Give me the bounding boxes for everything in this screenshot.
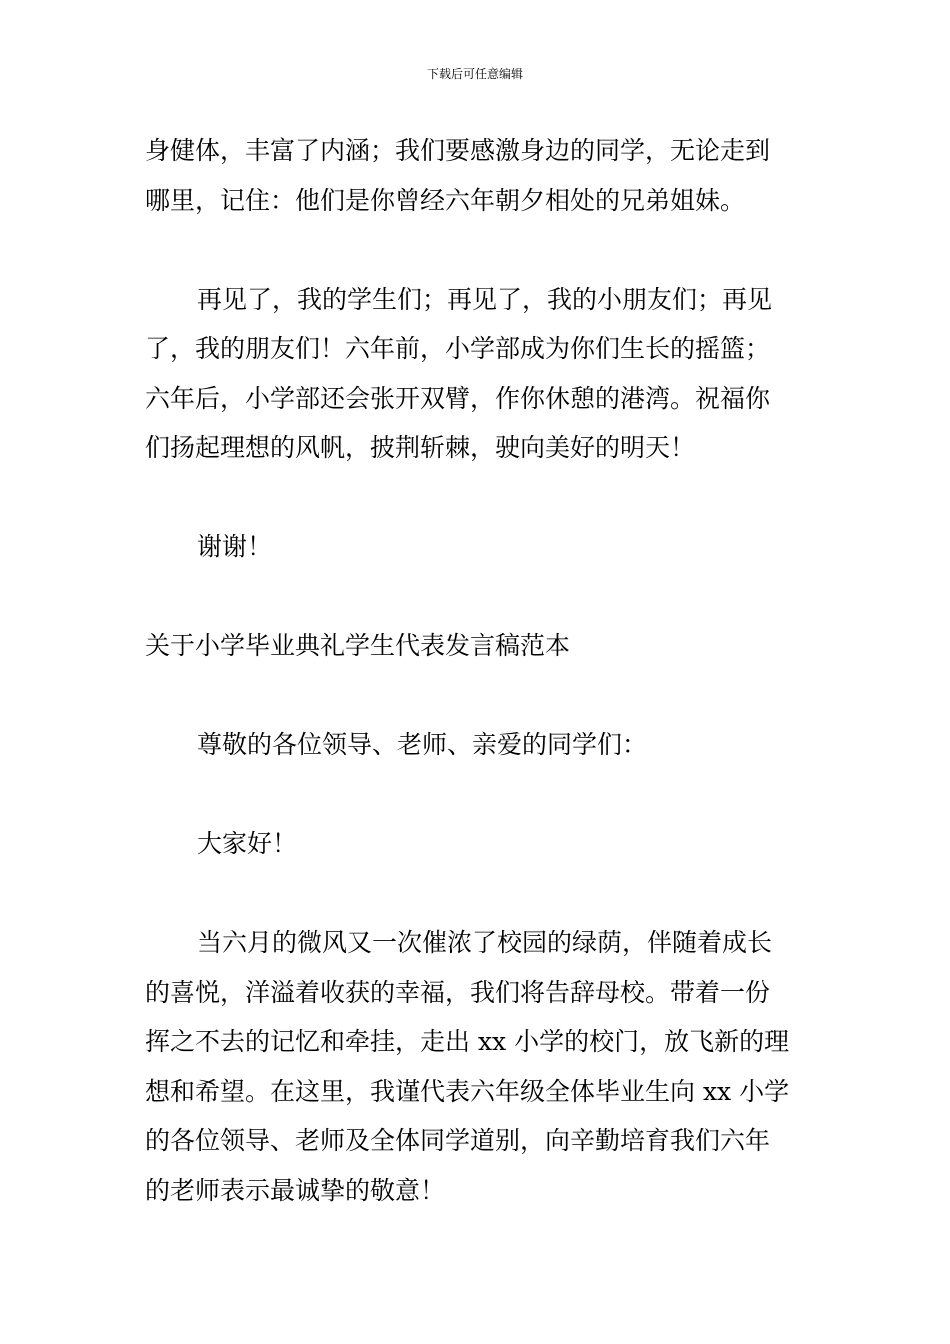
paragraph-gap bbox=[145, 473, 807, 523]
salutation: 尊敬的各位领导、老师、亲爱的同学们： bbox=[197, 730, 648, 759]
greeting: 大家好！ bbox=[197, 829, 298, 858]
paragraph-gap bbox=[145, 572, 807, 622]
paragraph-gap bbox=[145, 671, 807, 721]
paragraph-gap bbox=[145, 225, 807, 275]
paragraph-gap bbox=[145, 869, 807, 919]
paragraph-gap bbox=[145, 770, 807, 820]
paragraph-3: 谢谢！ bbox=[197, 532, 273, 561]
page-header-note: 下载后可任意编辑 bbox=[426, 67, 523, 81]
section-title: 关于小学毕业典礼学生代表发言稿范本 bbox=[145, 631, 571, 660]
paragraph-1: 身健体，丰富了内涵；我们要感激身边的同学，无论走到 哪里，记住：他们是你曾经六年朝夕相处的兄弟姐妹。 bbox=[145, 136, 771, 215]
paragraph-2: 再见了，我的学生们；再见了，我的小朋友们；再见 了，我的朋友们！六年前，小学部成为你们生长的摇篮； 六年后，小学部还会张开双臂，作你休憩的港湾。祝福你 们扬起理想的风帆，披荆斩棘，驶向美好的明天！ bbox=[145, 284, 773, 462]
paragraph-main: 当六月的微风又一次催浓了校园的绿荫，伴随着成长 的喜悦，洋溢着收获的幸福，我们将告辞母校。带着一份 挥之不去的记忆和牵挂，走出 xx 小学的校门，放飞新的理 想和希望。在这里，我谨代表六年级全体毕业生向 xx 小学 的各位领导、老师及全体同学道别，向辛勤培育我们六年 的老师表示最诚挚的敬意！ bbox=[145, 928, 790, 1205]
document-body bbox=[145, 126, 807, 1215]
